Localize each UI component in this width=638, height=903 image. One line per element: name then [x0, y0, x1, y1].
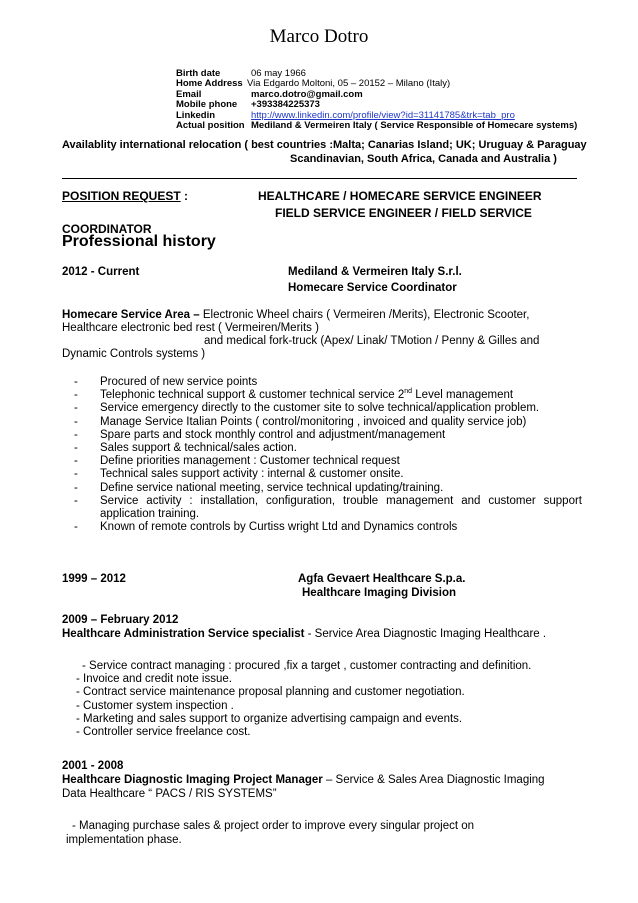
bullet-dash: -: [74, 376, 78, 388]
job1-period: 2012 - Current: [62, 266, 140, 278]
job2b-desc-line-2: Data Healthcare “ PACS / RIS SYSTEMS”: [62, 788, 277, 800]
position-request-line-1: HEALTHCARE / HOMECARE SERVICE ENGINEER: [258, 189, 542, 203]
job1-bullet-text: Define priorities management : Customer technical request: [100, 455, 400, 468]
availability-line-2: Scandinavian, South Africa, Canada and Australia ): [290, 153, 557, 165]
position-request-text: POSITION REQUEST: [62, 189, 181, 203]
job1-bullet: [62, 455, 582, 468]
info-value: marco.dotro@gmail.com: [251, 88, 363, 100]
job2b-period: 2001 - 2008: [62, 760, 124, 772]
job1-area-line-2: Healthcare electronic bed rest ( Vermeiren/Merits ): [62, 322, 319, 334]
job2-division: Healthcare Imaging Division: [302, 587, 457, 599]
job2b-item-line-2: implementation phase.: [66, 834, 182, 846]
job1-bullet: [62, 416, 582, 429]
info-value: Mediland & Vermeiren Italy ( Service Responsible of Homecare systems): [251, 120, 578, 131]
professional-history-title: Professional history: [62, 233, 216, 250]
bullet-dash: -: [74, 442, 78, 455]
job1-bullet-text: Service activity : installation, configuration, trouble management and customer support application training.: [100, 494, 582, 521]
job2b-title-line: [62, 774, 545, 787]
info-label: Email: [176, 88, 202, 100]
job1-bullet-text: Technical sales support activity : internal & customer onsite.: [100, 468, 404, 481]
job1-bullet-text: Manage Service Italian Points ( control/monitoring , invoiced and quality service job): [100, 415, 527, 428]
job2-period: 1999 – 2012: [62, 573, 126, 585]
job2a-item: - Service contract managing : procured ,fix a target , customer contracting and definition.: [82, 660, 532, 672]
job1-bullet: [62, 442, 582, 455]
bullet-dash: -: [74, 428, 78, 441]
ordinal-superscript: nd: [404, 388, 413, 396]
job1-area-label: Homecare Service Area –: [62, 309, 200, 321]
section-divider: [62, 178, 577, 179]
job1-area: [62, 309, 529, 322]
job1-area-line-4: Dynamic Controls systems ): [62, 348, 206, 360]
bullet-dash: -: [74, 521, 78, 534]
job1-bullet: [62, 429, 582, 442]
job1-bullet-text: Define service national meeting, service technical updating/training.: [100, 481, 444, 494]
job2a-item: - Customer system inspection .: [76, 699, 234, 712]
job1-bullet: [62, 389, 582, 402]
position-request-colon: :: [184, 189, 189, 203]
job1-bullet: [62, 402, 582, 415]
job1-bullet: [62, 482, 582, 495]
position-request-line-3: COORDINATOR: [62, 222, 152, 236]
job1-company: Mediland & Vermeiren Italy S.r.l.: [288, 266, 462, 278]
bullet-dash: -: [74, 415, 78, 428]
job2a-item: - Invoice and credit note issue.: [76, 673, 232, 686]
job2a-item: - Controller service freelance cost.: [76, 726, 251, 739]
job1-bullet-text: Procured of new service points: [100, 376, 258, 388]
position-request-line-2: FIELD SERVICE ENGINEER / FIELD SERVICE: [275, 206, 532, 220]
job1-area-line-1: Electronic Wheel chairs ( Vermeiren /Merits), Electronic Scooter,: [199, 309, 530, 321]
bullet-dash: -: [74, 389, 78, 402]
availability-line-1: Availablity international relocation ( best countries :Malta; Canarias Island; UK; Uruguay & Paraguay: [62, 139, 587, 151]
info-label: Birth date: [176, 68, 221, 79]
bullet-dash: -: [74, 402, 78, 415]
job2b-item-line-1: - Managing purchase sales & project order to improve every singular project on: [72, 820, 475, 832]
job2a-item: - Marketing and sales support to organize advertising campaign and events.: [76, 712, 463, 725]
position-request-label: [62, 189, 188, 203]
bullet-dash: -: [74, 481, 78, 494]
job2b-title: Healthcare Diagnostic Imaging Project Manager: [62, 774, 323, 786]
job1-area-line-3: and medical fork-truck (Apex/ Linak/ TMotion / Penny & Gilles and: [204, 335, 540, 347]
job1-bullet-text: Known of remote controls by Curtiss wright Ltd and Dynamics controls: [100, 521, 458, 534]
job2a-desc: - Service Area Diagnostic Imaging Healthcare .: [304, 628, 547, 640]
info-value: 06 may 1966: [251, 68, 306, 79]
info-label: Actual position: [176, 120, 245, 131]
job2a-item-list: [76, 660, 531, 739]
bullet-dash: -: [74, 455, 78, 468]
candidate-name: Marco Dotro: [269, 26, 369, 47]
job1-bullet: [62, 468, 582, 481]
job1-role: Homecare Service Coordinator: [288, 282, 457, 294]
info-value: Via Edgardo Moltoni, 05 – 20152 – Milano (Italy): [247, 78, 451, 90]
job1-bullet-tail: Level management: [412, 389, 514, 402]
info-label: Linkedin: [176, 109, 216, 121]
job2-company: Agfa Gevaert Healthcare S.p.a.: [298, 573, 466, 585]
job2a-item: - Contract service maintenance proposal planning and customer negotiation.: [76, 686, 465, 699]
job1-bullet-text: Sales support & technical/sales action.: [100, 442, 297, 455]
job1-bullet: [62, 376, 582, 389]
job2a-title-line: [62, 628, 546, 641]
linkedin-link[interactable]: http://www.linkedin.com/profile/view?id=31141785&trk=tab_pro: [251, 109, 515, 121]
bullet-dash: -: [74, 468, 78, 481]
job1-bullet-list: [62, 376, 582, 534]
job1-bullet: [62, 521, 582, 534]
info-value: +393384225373: [251, 99, 320, 111]
job2a-title: Healthcare Administration Service specialist: [62, 628, 305, 640]
info-label: Home Address: [176, 78, 243, 90]
job1-bullet-text: Spare parts and stock monthly control and adjustment/management: [100, 428, 446, 441]
info-label: Mobile phone: [176, 99, 238, 111]
job2a-period: 2009 – February 2012: [62, 614, 179, 626]
job2b-desc: – Service & Sales Area Diagnostic Imaging: [322, 774, 545, 786]
bullet-dash: -: [74, 494, 78, 507]
job1-bullet: [62, 495, 582, 521]
job1-bullet-text: Service emergency directly to the customer site to solve technical/application problem.: [100, 402, 540, 415]
job1-bullet-text: Telephonic technical support & customer technical service 2: [100, 389, 405, 402]
